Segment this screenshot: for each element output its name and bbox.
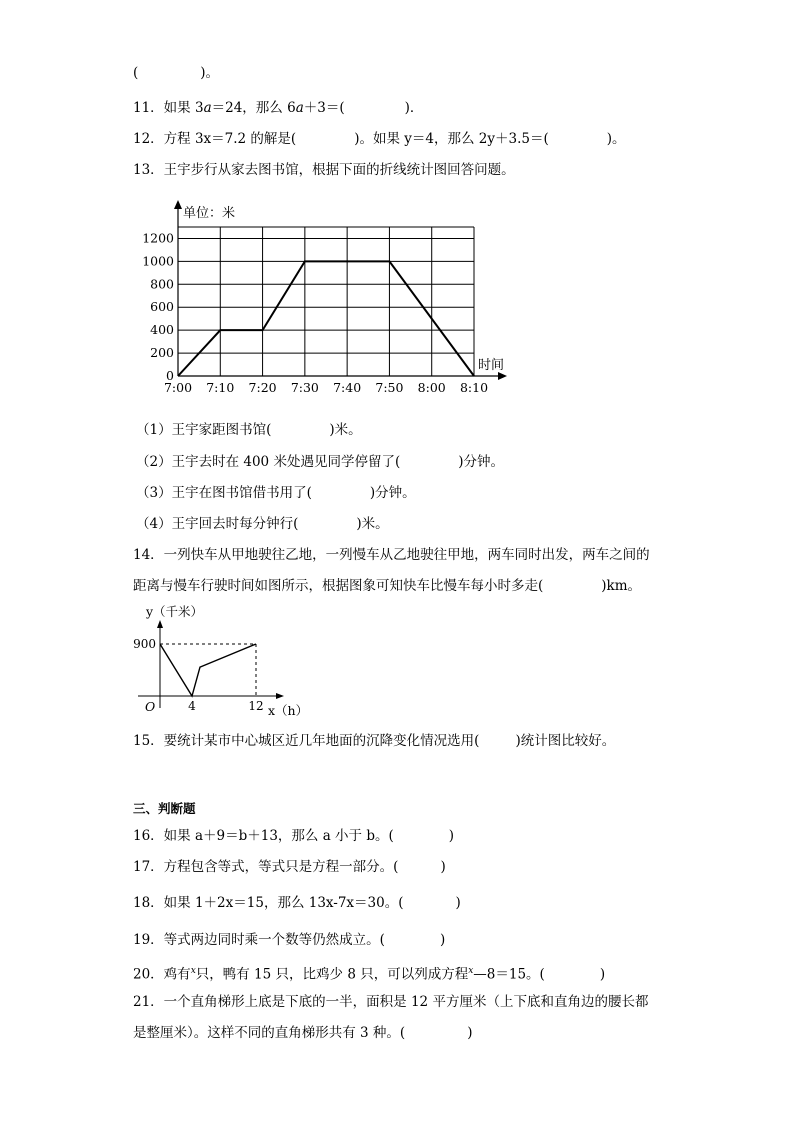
question-20: 20．鸡有$^x$只，鸭有 15 只，比鸡少 8 只，可以列成方程$^x$—8＝15。( ) xyxy=(133,966,606,983)
chart2-axes xyxy=(138,620,284,708)
chart1-grid xyxy=(178,227,474,376)
chart1-series-line xyxy=(178,261,474,376)
question-17: 17．方程包含等式，等式只是方程一部分。( ) xyxy=(133,859,446,875)
chart1-y-tick-label: 1000 xyxy=(142,253,174,269)
chart1-x-tick-label: 7:00 xyxy=(163,380,193,395)
chart2-xlabel: x（h） xyxy=(268,703,309,718)
walking-distance-line-chart xyxy=(142,195,520,400)
chart1-x-tick-label: 8:00 xyxy=(417,380,446,395)
question-13-3: （3）王宇在图书馆借书用了( )分钟。 xyxy=(136,485,416,501)
chart1-y-tick-label: 400 xyxy=(150,322,174,338)
chart1-x-tick-label: 7:20 xyxy=(248,380,277,395)
chart1-ylabel: 单位：米 xyxy=(183,206,236,221)
question-16: 16．如果 a＋9＝b＋13，那么 a 小于 b。( ) xyxy=(133,828,455,844)
question-21-line1: 21．一个直角梯形上底是下底的一半，面积是 12 平方厘米（上下底和直角边的腰长都 xyxy=(133,994,649,1010)
chart2-x-axis-arrow xyxy=(276,693,284,699)
chart2-x-tick-label: 4 xyxy=(188,699,196,713)
chart1-x-tick-label: 7:10 xyxy=(206,380,235,395)
chart2-x-tick-label: 12 xyxy=(248,699,264,713)
chart1-y-tick-label: 1200 xyxy=(142,230,174,246)
train-distance-graph xyxy=(133,600,309,722)
question-21-line2: 是整厘米）。这样不同的直角梯形共有 3 种。( ) xyxy=(133,1025,473,1041)
chart1-y-tick-label: 200 xyxy=(150,345,174,361)
chart2-y-tick-label: 900 xyxy=(133,637,156,651)
question-18: 18．如果 1＋2x＝15，那么 13x-7x＝30。( ) xyxy=(133,895,461,911)
chart2-ylabel: y（千米） xyxy=(146,604,204,619)
question-13-4: （4）王宇回去时每分钟行( )米。 xyxy=(136,516,389,532)
chart2-series-line xyxy=(160,644,256,696)
chart1-y-axis-arrow xyxy=(174,200,182,209)
question-13-1: （1）王宇家距图书馆( )米。 xyxy=(136,422,362,438)
question-13: 13．王宇步行从家去图书馆，根据下面的折线统计图回答问题。 xyxy=(133,162,515,178)
question-15: 15．要统计某市中心城区近几年地面的沉降变化情况选用( )统计图比较好。 xyxy=(133,733,616,749)
chart2-origin-label: O xyxy=(145,699,156,714)
question-14-line1: 14．一列快车从甲地驶往乙地，一列慢车从乙地驶往甲地，两车同时出发，两车之间的 xyxy=(133,547,650,563)
chart2-y-axis-arrow xyxy=(157,620,163,628)
question-13-2: （2）王宇去时在 400 米处遇见同学停留了( )分钟。 xyxy=(136,454,504,470)
chart1-y-tick-label: 800 xyxy=(150,276,174,292)
line-prev-blank: ( )。 xyxy=(133,65,220,81)
chart1-x-tick-label: 7:50 xyxy=(375,380,404,395)
chart1-y-tick-label: 600 xyxy=(150,299,174,315)
question-11: 11．如果 3a＝24，那么 6a＋3＝( )． xyxy=(133,100,424,116)
chart1-x-tick-label: 7:30 xyxy=(290,380,319,395)
chart1-x-tick-label: 8:10 xyxy=(459,380,489,395)
chart1-y-tick-label: 0 xyxy=(166,368,174,383)
question-14-line2: 距离与慢车行驶时间如图所示，根据图象可知快车比慢车每小时多走( )km。 xyxy=(133,578,642,594)
question-12: 12．方程 3x＝7.2 的解是( )。如果 y＝4，那么 2y＋3.5＝( )。 xyxy=(133,131,626,147)
chart1-x-tick-label: 7:40 xyxy=(333,380,362,395)
chart1-x-axis-arrow xyxy=(498,372,507,380)
chart1-xlabel: 时间 xyxy=(478,358,505,373)
question-19: 19．等式两边同时乘一个数等仍然成立。( ) xyxy=(133,932,446,948)
section-3-heading: 三、判断题 xyxy=(133,801,196,816)
